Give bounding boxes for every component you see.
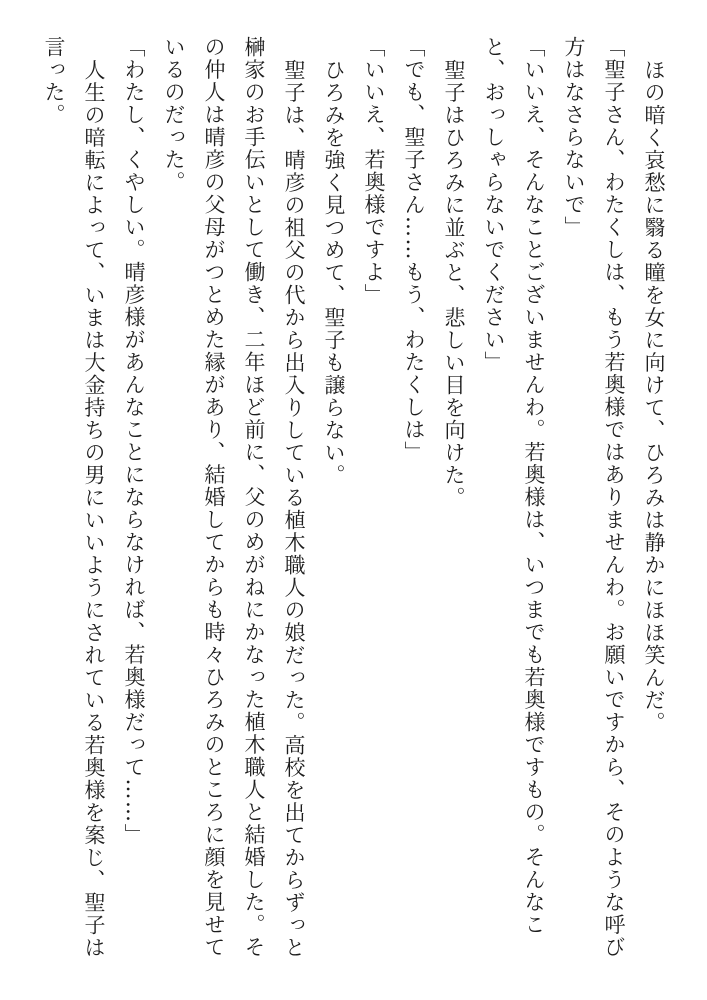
text-line: 「聖子さん、わたくしは、もう若奥様ではありませんわ。お願いですから、そのような呼び [602, 36, 626, 959]
text-line: の仲人は晴彦の父母がつとめた縁があり、結婚してからも時々ひろみのところに顔を見せて [202, 36, 226, 959]
text-line: いるのだった。 [162, 36, 186, 194]
text-line: 聖子は、晴彦の祖父の代から出入りしている植木職人の娘だった。高校を出てからずっと [282, 58, 306, 959]
text-line: 言った。 [42, 36, 66, 126]
text-line: ひろみを強く見つめて、聖子も譲らない。 [322, 58, 346, 486]
text-line: 「いいえ、若奥様ですよ」 [362, 36, 386, 306]
text-line: ほの暗く哀愁に翳る瞳を女に向けて、ひろみは静かにほほ笑んだ。 [642, 58, 666, 734]
text-line: 榊家のお手伝いとして働き、二年ほど前に、父のめがねにかなった植木職人と結婚した。そ [242, 36, 266, 959]
text-line: 「でも、聖子さん……もう、わたくしは」 [402, 36, 426, 464]
text-line: 人生の暗転によって、いまは大金持ちの男にいいようにされている若奥様を案じ、聖子は [82, 58, 106, 959]
text-line: 聖子はひろみに並ぶと、悲しい目を向けた。 [442, 58, 466, 509]
text-line: 「いいえ、そんなことございませんわ。若奥様は、いつまでも若奥様ですもの。そんなこ [522, 36, 546, 936]
text-line: 「わたし、くやしい。晴彦様があんなことにならなければ、若奥様だって……」 [122, 36, 146, 846]
text-line: 方はなさらないで」 [562, 36, 586, 239]
text-line: と、おっしゃらないでください」 [482, 36, 506, 374]
vertical-text-block [34, 36, 674, 981]
